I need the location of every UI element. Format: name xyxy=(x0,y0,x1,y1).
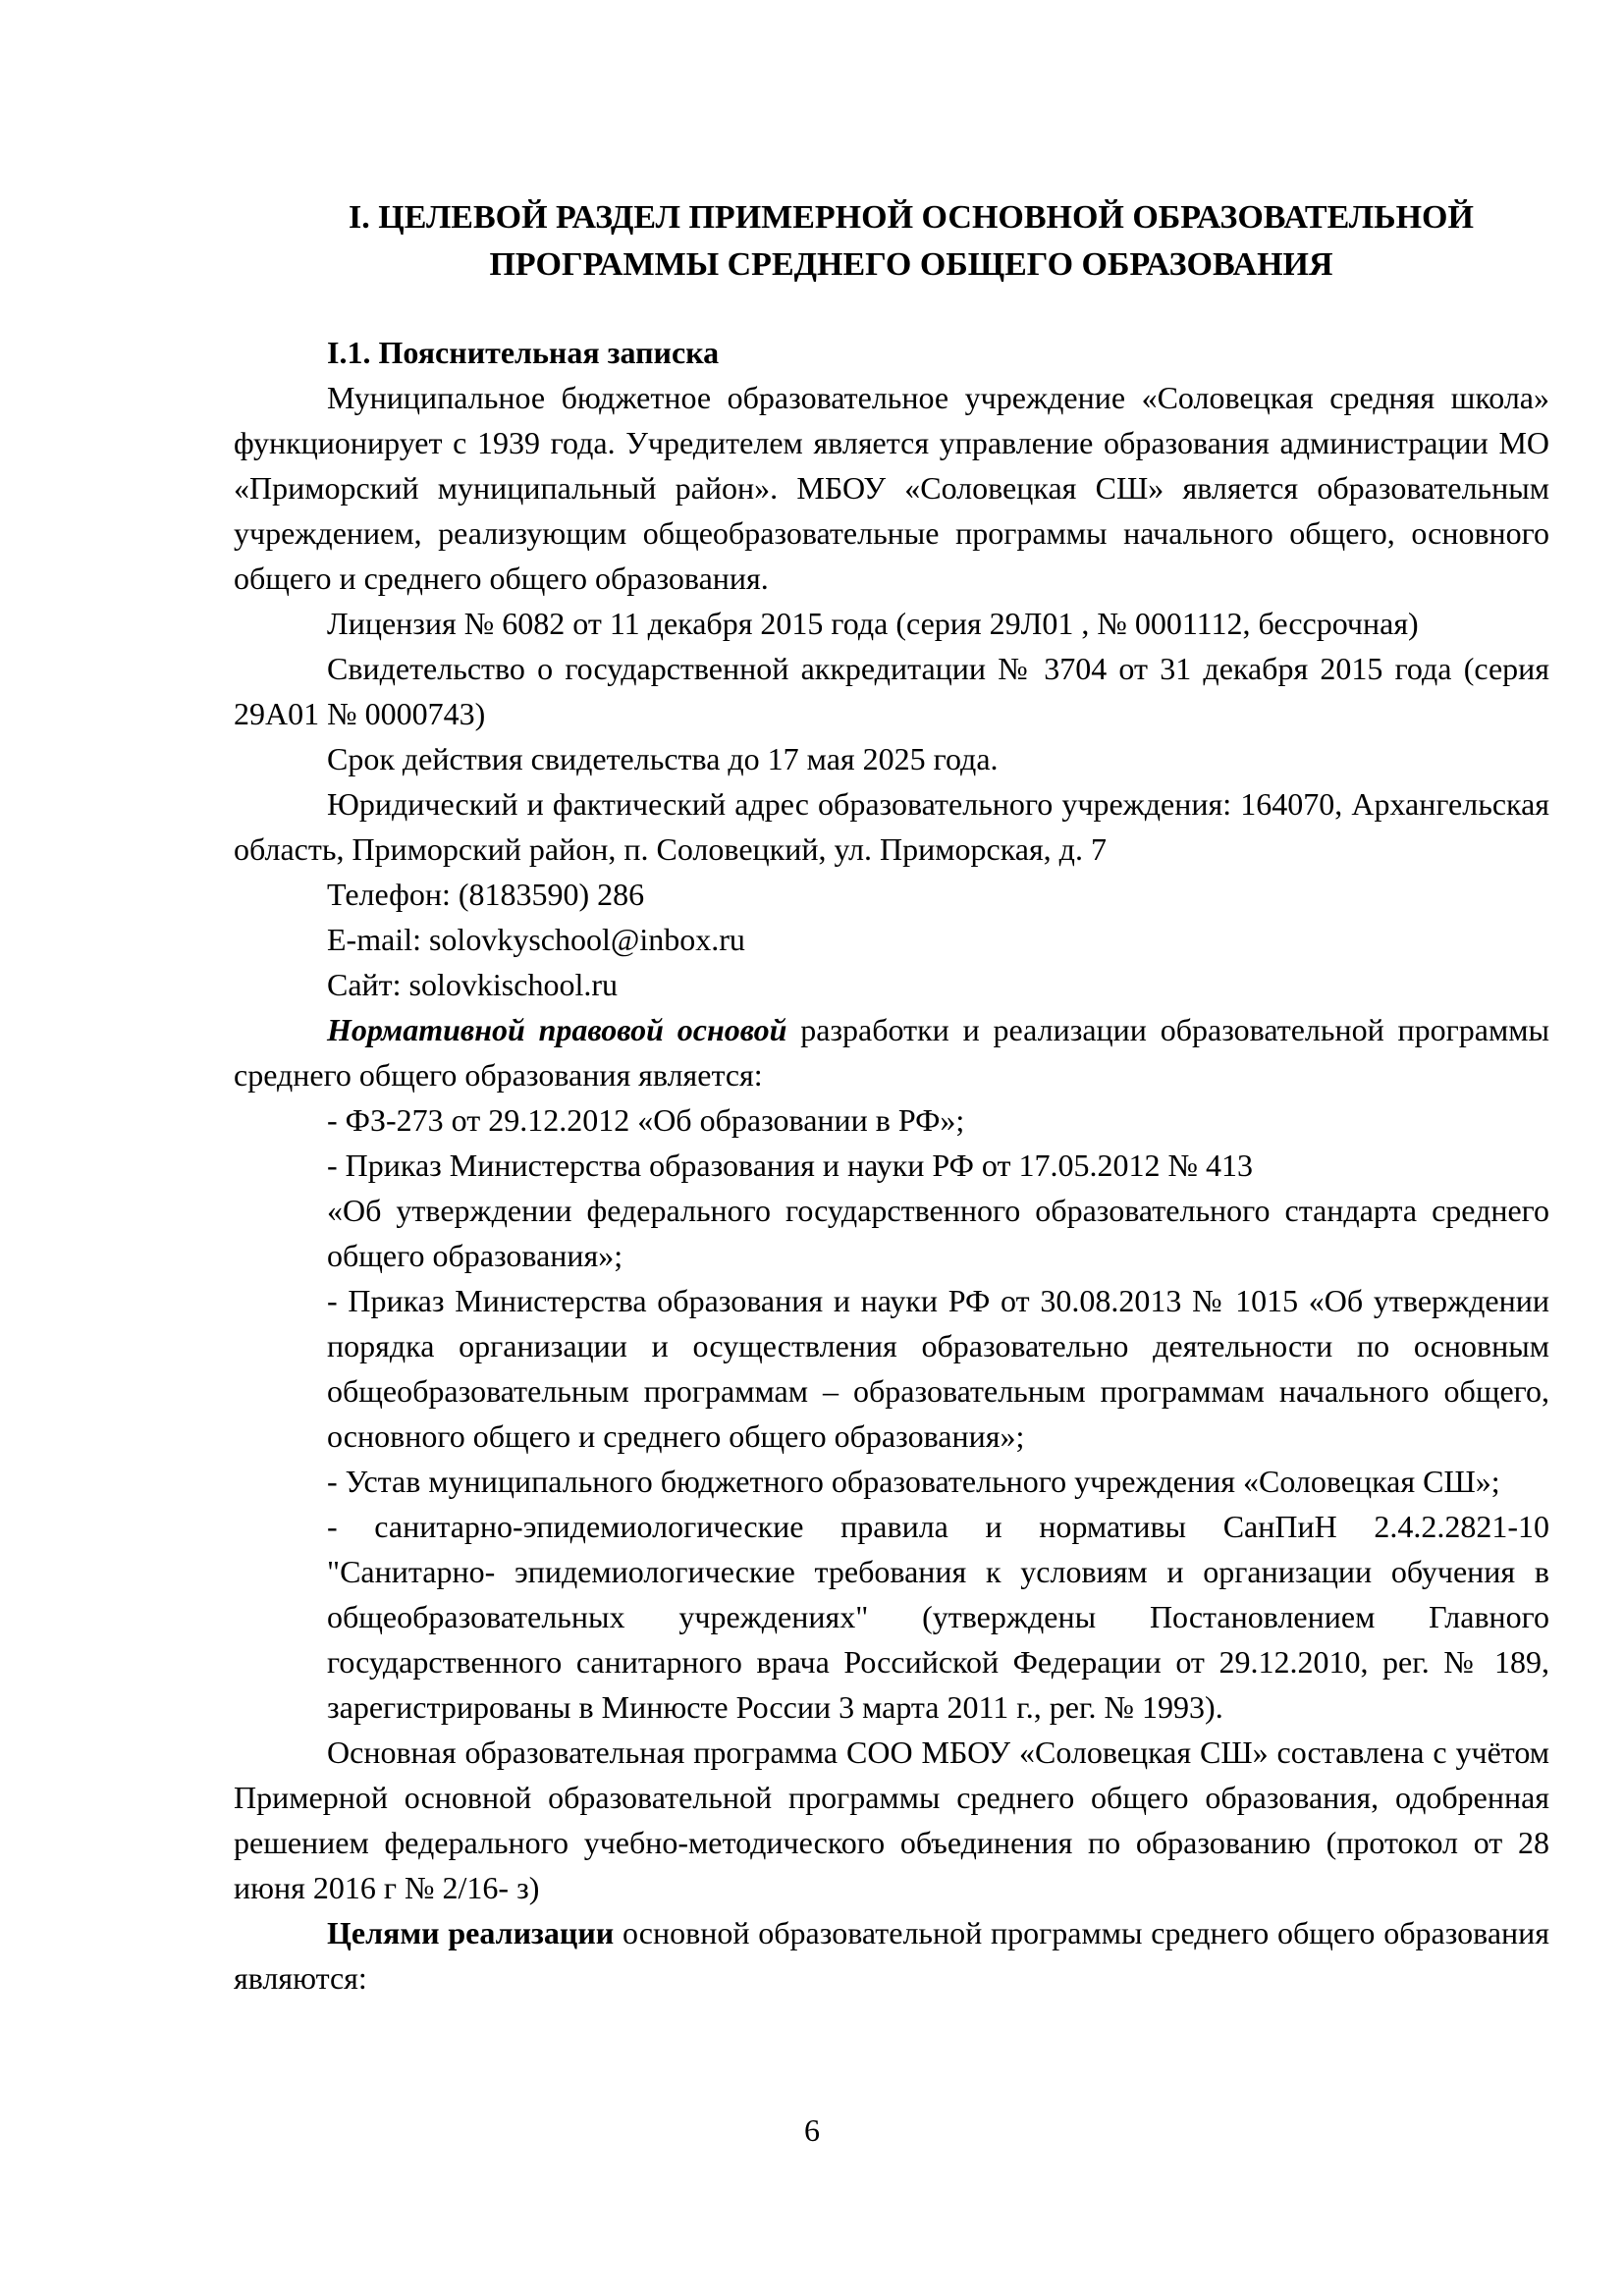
legal-basis-emphasis: Нормативной правовой основой xyxy=(327,1012,787,1047)
page-number: 6 xyxy=(804,2112,820,2148)
main-heading-line2: ПРОГРАММЫ СРЕДНЕГО ОБЩЕГО ОБРАЗОВАНИЯ xyxy=(489,246,1333,283)
section-title: I.1. Пояснительная записка xyxy=(327,335,720,370)
goals-text: основной образовательной программы среднего общего образования являются: xyxy=(234,1915,1550,1996)
legal-item-charter: - Устав муниципального бюджетного образовательного учреждения «Соловецкая СШ»; xyxy=(327,1464,1500,1499)
page-content xyxy=(234,194,1549,2001)
address-paragraph: Юридический и фактический адрес образовательного учреждения: 164070, Архангельская область, Приморский район, п. Соловецкий, ул. Приморская, д. 7 xyxy=(234,786,1549,867)
legal-item-sanpin: - санитарно-эпидемиологические правила и нормативы СанПиН 2.4.2.2821-10 "Санитарно- эпидемиологические требования к условиям и организации обучения в общеобразовательных учреждениях" (утверждены Постановлением Главного государственного санитарного врача Российской Федерации от 29.12.2010, рег. № 189, зарегистрированы в Минюсте России 3 марта 2011 г., рег. № 1993). xyxy=(327,1509,1549,1725)
main-heading-line1: I. ЦЕЛЕВОЙ РАЗДЕЛ ПРИМЕРНОЙ ОСНОВНОЙ ОБРАЗОВАТЕЛЬНОЙ xyxy=(349,199,1474,236)
accreditation-paragraph: Свидетельство о государственной аккредитации № 3704 от 31 декабря 2015 года (серия 29А01 № 0000743) xyxy=(234,651,1549,731)
email-line: E-mail: solovkyschool@inbox.ru xyxy=(327,922,745,957)
legal-item-order-1015: - Приказ Министерства образования и науки РФ от 30.08.2013 № 1015 «Об утверждении порядка организации и осуществления образовательно деятельности по основным общеобразовательным программам – образовательным программам начального общего, основного общего и среднего общего образования»; xyxy=(327,1283,1549,1454)
site-line: Сайт: solovkischool.ru xyxy=(327,967,618,1002)
main-heading xyxy=(234,194,1549,289)
legal-item-order-413: - Приказ Министерства образования и науки РФ от 17.05.2012 № 413 xyxy=(327,1148,1254,1183)
legal-item-order-413-title: «Об утверждении федерального государственного образовательного стандарта среднего общего образования»; xyxy=(327,1193,1549,1273)
based-on-paragraph: Основная образовательная программа СОО МБОУ «Соловецкая СШ» составлена с учётом Примерной основной образовательной программы среднего общего образования, одобренная решением федерального учебно-методического объединения по образованию (протокол от 28 июня 2016 г № 2/16- з) xyxy=(234,1735,1549,1905)
legal-item-law: - ФЗ-273 от 29.12.2012 «Об образовании в РФ»; xyxy=(327,1102,965,1138)
intro-paragraph: Муниципальное бюджетное образовательное учреждение «Соловецкая средняя школа» функционирует с 1939 года. Учредителем является управление образования администрации МО «Приморский муниципальный район». МБОУ «Соловецкая СШ» является образовательным учреждением, реализующим общеобразовательные программы начального общего, основного общего и среднего общего образования. xyxy=(234,380,1549,596)
phone-line: Телефон: (8183590) 286 xyxy=(327,877,645,912)
legal-basis-paragraph xyxy=(234,1007,1549,1097)
goals-paragraph xyxy=(234,1910,1549,2001)
license-paragraph: Лицензия № 6082 от 11 декабря 2015 года (серия 29Л01 , № 0001112, бессрочная) xyxy=(327,606,1419,641)
validity-paragraph: Срок действия свидетельства до 17 мая 2025 года. xyxy=(327,741,999,776)
goals-emphasis: Целями реализации xyxy=(327,1915,615,1950)
legal-basis-text: разработки и реализации образовательной программы среднего общего образования является: xyxy=(234,1012,1550,1093)
